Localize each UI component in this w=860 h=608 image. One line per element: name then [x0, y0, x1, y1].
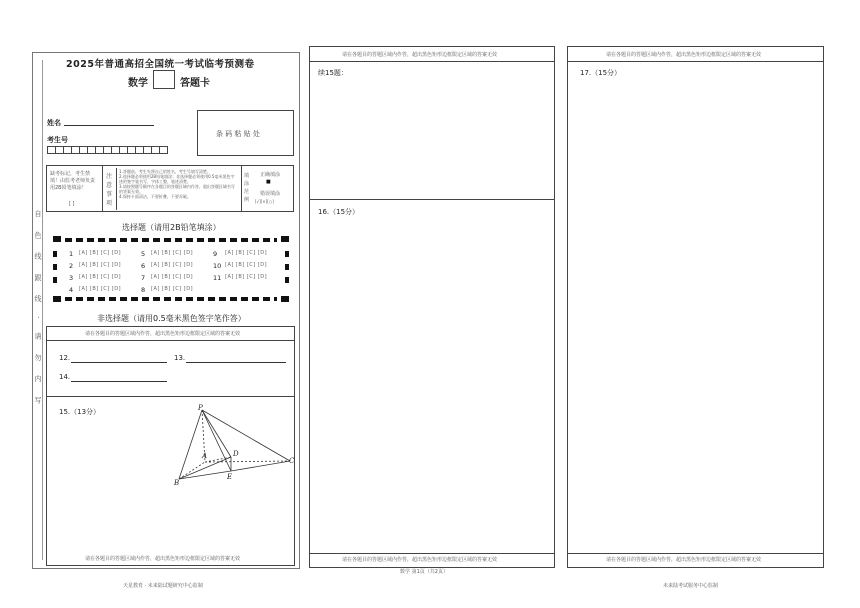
bottom-divider [568, 553, 823, 554]
choice-row [69, 262, 285, 270]
q12-answer-line[interactable] [71, 362, 167, 363]
notes-title: 注意事项 [104, 168, 117, 210]
choice-options[interactable]: [A] [B] [C] [D] [79, 274, 122, 280]
side-mark [285, 277, 289, 283]
choice-row [69, 286, 213, 294]
barcode-box [197, 110, 294, 156]
q15-label: 15.（13分） [59, 408, 101, 416]
fill-wrong-label: 错误填涂 [260, 191, 281, 197]
subject-box [153, 70, 175, 89]
answer-notice: 请在各题目的答题区域内作答，超出黑色矩形边框限定区域的答案无效 [606, 52, 762, 58]
note-item: 4.保持卡面清洁，不要折叠、不要弄破。 [119, 194, 191, 199]
side-mark [53, 277, 57, 283]
figure-label: A [202, 452, 208, 460]
q13-label: 13. [174, 354, 186, 362]
middle-panel[interactable] [309, 46, 555, 568]
choice-options[interactable]: [A] [B] [C] [D] [79, 286, 122, 292]
footer-right: 未来陆考试服务中心监制 [663, 583, 719, 589]
corner-mark [281, 236, 289, 242]
exam-title: 2025年普通高招全国统一考试临考预测卷 [66, 59, 255, 70]
subject-label: 数学 [128, 78, 148, 89]
name-field[interactable] [64, 125, 154, 126]
question-number: 2 [69, 262, 74, 270]
choice-options[interactable]: [A] [B] [C] [D] [151, 250, 194, 256]
question-number: 5 [141, 250, 146, 258]
choice-options[interactable]: [A] [B] [C] [D] [225, 274, 268, 280]
q13-answer-line[interactable] [186, 362, 286, 363]
choice-options[interactable]: [A] [B] [C] [D] [225, 250, 268, 256]
corner-mark [53, 296, 61, 302]
question-number: 6 [141, 262, 146, 270]
instructions-box [46, 165, 294, 212]
choice-title: 选择题（请用2B铅笔填涂） [122, 223, 221, 232]
question-number: 4 [69, 286, 74, 294]
choice-options[interactable]: [A] [B] [C] [D] [151, 262, 194, 268]
side-vertical-text: 自 色 线 跟 线 · 请 勿 内 写 [34, 210, 42, 410]
answer-notice-bottom: 请在各题目的答题区域内作答，超出黑色矩形边框限定区域的答案无效 [85, 556, 241, 562]
question-number: 7 [141, 274, 146, 282]
choice-options[interactable]: [A] [B] [C] [D] [79, 262, 122, 268]
choice-row [69, 274, 285, 282]
side-mark [285, 264, 289, 270]
choice-row [69, 250, 285, 258]
bottom-divider [310, 553, 554, 554]
nonchoice-title: 非选择题（请用0.5毫米黑色签字笔作答） [97, 314, 246, 323]
side-mark [53, 251, 57, 257]
footer-center: 数学 第1页（共2页） [400, 569, 448, 575]
note-item: 2.选择题必须使用2B铅笔填涂；非选择题必须使用0.5毫米黑色字迹的签字笔书写，字体工整、笔迹清楚。 [119, 174, 235, 184]
fill-wrong-marks: [√][×][○] [255, 199, 274, 204]
q14-label: 14. [59, 373, 71, 381]
q15-continued-label: 续15题： [318, 69, 348, 77]
answer-notice: 请在各题目的答题区域内作答，超出黑色矩形边框限定区域的答案无效 [342, 52, 498, 58]
figure-label: P [198, 404, 203, 412]
note-item: 1.答题前，考生先将自己的姓名、考生号填写清楚。 [119, 169, 211, 174]
corner-mark [53, 236, 61, 242]
notice-divider [568, 61, 823, 62]
q14-divider [47, 396, 294, 397]
corner-mark [281, 296, 289, 302]
choice-options[interactable]: [A] [B] [C] [D] [79, 250, 122, 256]
nonchoice-area[interactable] [46, 326, 295, 566]
footer-left: 天星教育 · 未来陆试题研究中心监制 [123, 583, 203, 589]
pyramid-figure [175, 405, 295, 487]
id-label: 考生号 [47, 136, 68, 144]
fill-title: 填涂范例 [244, 173, 250, 203]
q16-label: 16.（15分） [318, 208, 360, 216]
q12-label: 12. [59, 354, 71, 362]
side-mark [53, 264, 57, 270]
name-label: 姓名 [47, 119, 61, 127]
fill-correct-label: 正确填涂 [260, 172, 281, 178]
missing-exam-text: 缺考标记，考生禁填！由监考老师负责用2B铅笔填涂！ [50, 171, 96, 191]
choice-options[interactable]: [A] [B] [C] [D] [225, 262, 268, 268]
figure-label: B [174, 479, 180, 487]
question-number: 9 [213, 250, 218, 258]
timing-marks-bottom [65, 297, 277, 301]
question-number: 11 [213, 274, 222, 282]
notice-divider [47, 340, 294, 341]
question-number: 8 [141, 286, 146, 294]
notice-divider [310, 61, 554, 62]
question-number: 10 [213, 262, 222, 270]
q17-label: 17.（15分） [580, 69, 622, 77]
answer-notice-bottom: 请在各题目的答题区域内作答，超出黑色矩形边框限定区域的答案无效 [342, 557, 498, 563]
fill-correct-mark: ■ [266, 179, 271, 185]
answer-notice-bottom: 请在各题目的答题区域内作答，超出黑色矩形边框限定区域的答案无效 [606, 557, 762, 563]
missing-exam-box [47, 166, 103, 211]
answer-notice: 请在各题目的答题区域内作答，超出黑色矩形边框限定区域的答案无效 [85, 331, 241, 337]
missing-exam-mark[interactable]: [ ] [69, 201, 75, 207]
figure-label: C [289, 457, 295, 465]
card-label: 答题卡 [180, 78, 210, 89]
choice-block [53, 236, 289, 304]
question-number: 3 [69, 274, 74, 282]
side-mark [285, 251, 289, 257]
note-item: 3.请按照题号顺序在各题目的答题区域内作答，超出答题区域书写的答案无效。 [119, 184, 235, 194]
q14-answer-line[interactable] [71, 381, 167, 382]
choice-options[interactable]: [A] [B] [C] [D] [151, 286, 194, 292]
fill-example [241, 166, 295, 211]
right-panel[interactable] [567, 46, 824, 568]
choice-options[interactable]: [A] [B] [C] [D] [151, 274, 194, 280]
figure-label: D [233, 450, 239, 458]
id-cells[interactable] [48, 146, 168, 154]
figure-label: E [227, 473, 233, 481]
timing-marks-top [65, 238, 277, 242]
notes-list [119, 169, 237, 199]
question-number: 1 [69, 250, 74, 258]
barcode-label: 条 码 粘 贴 处 [216, 130, 260, 138]
q15-q16-divider [310, 199, 554, 200]
